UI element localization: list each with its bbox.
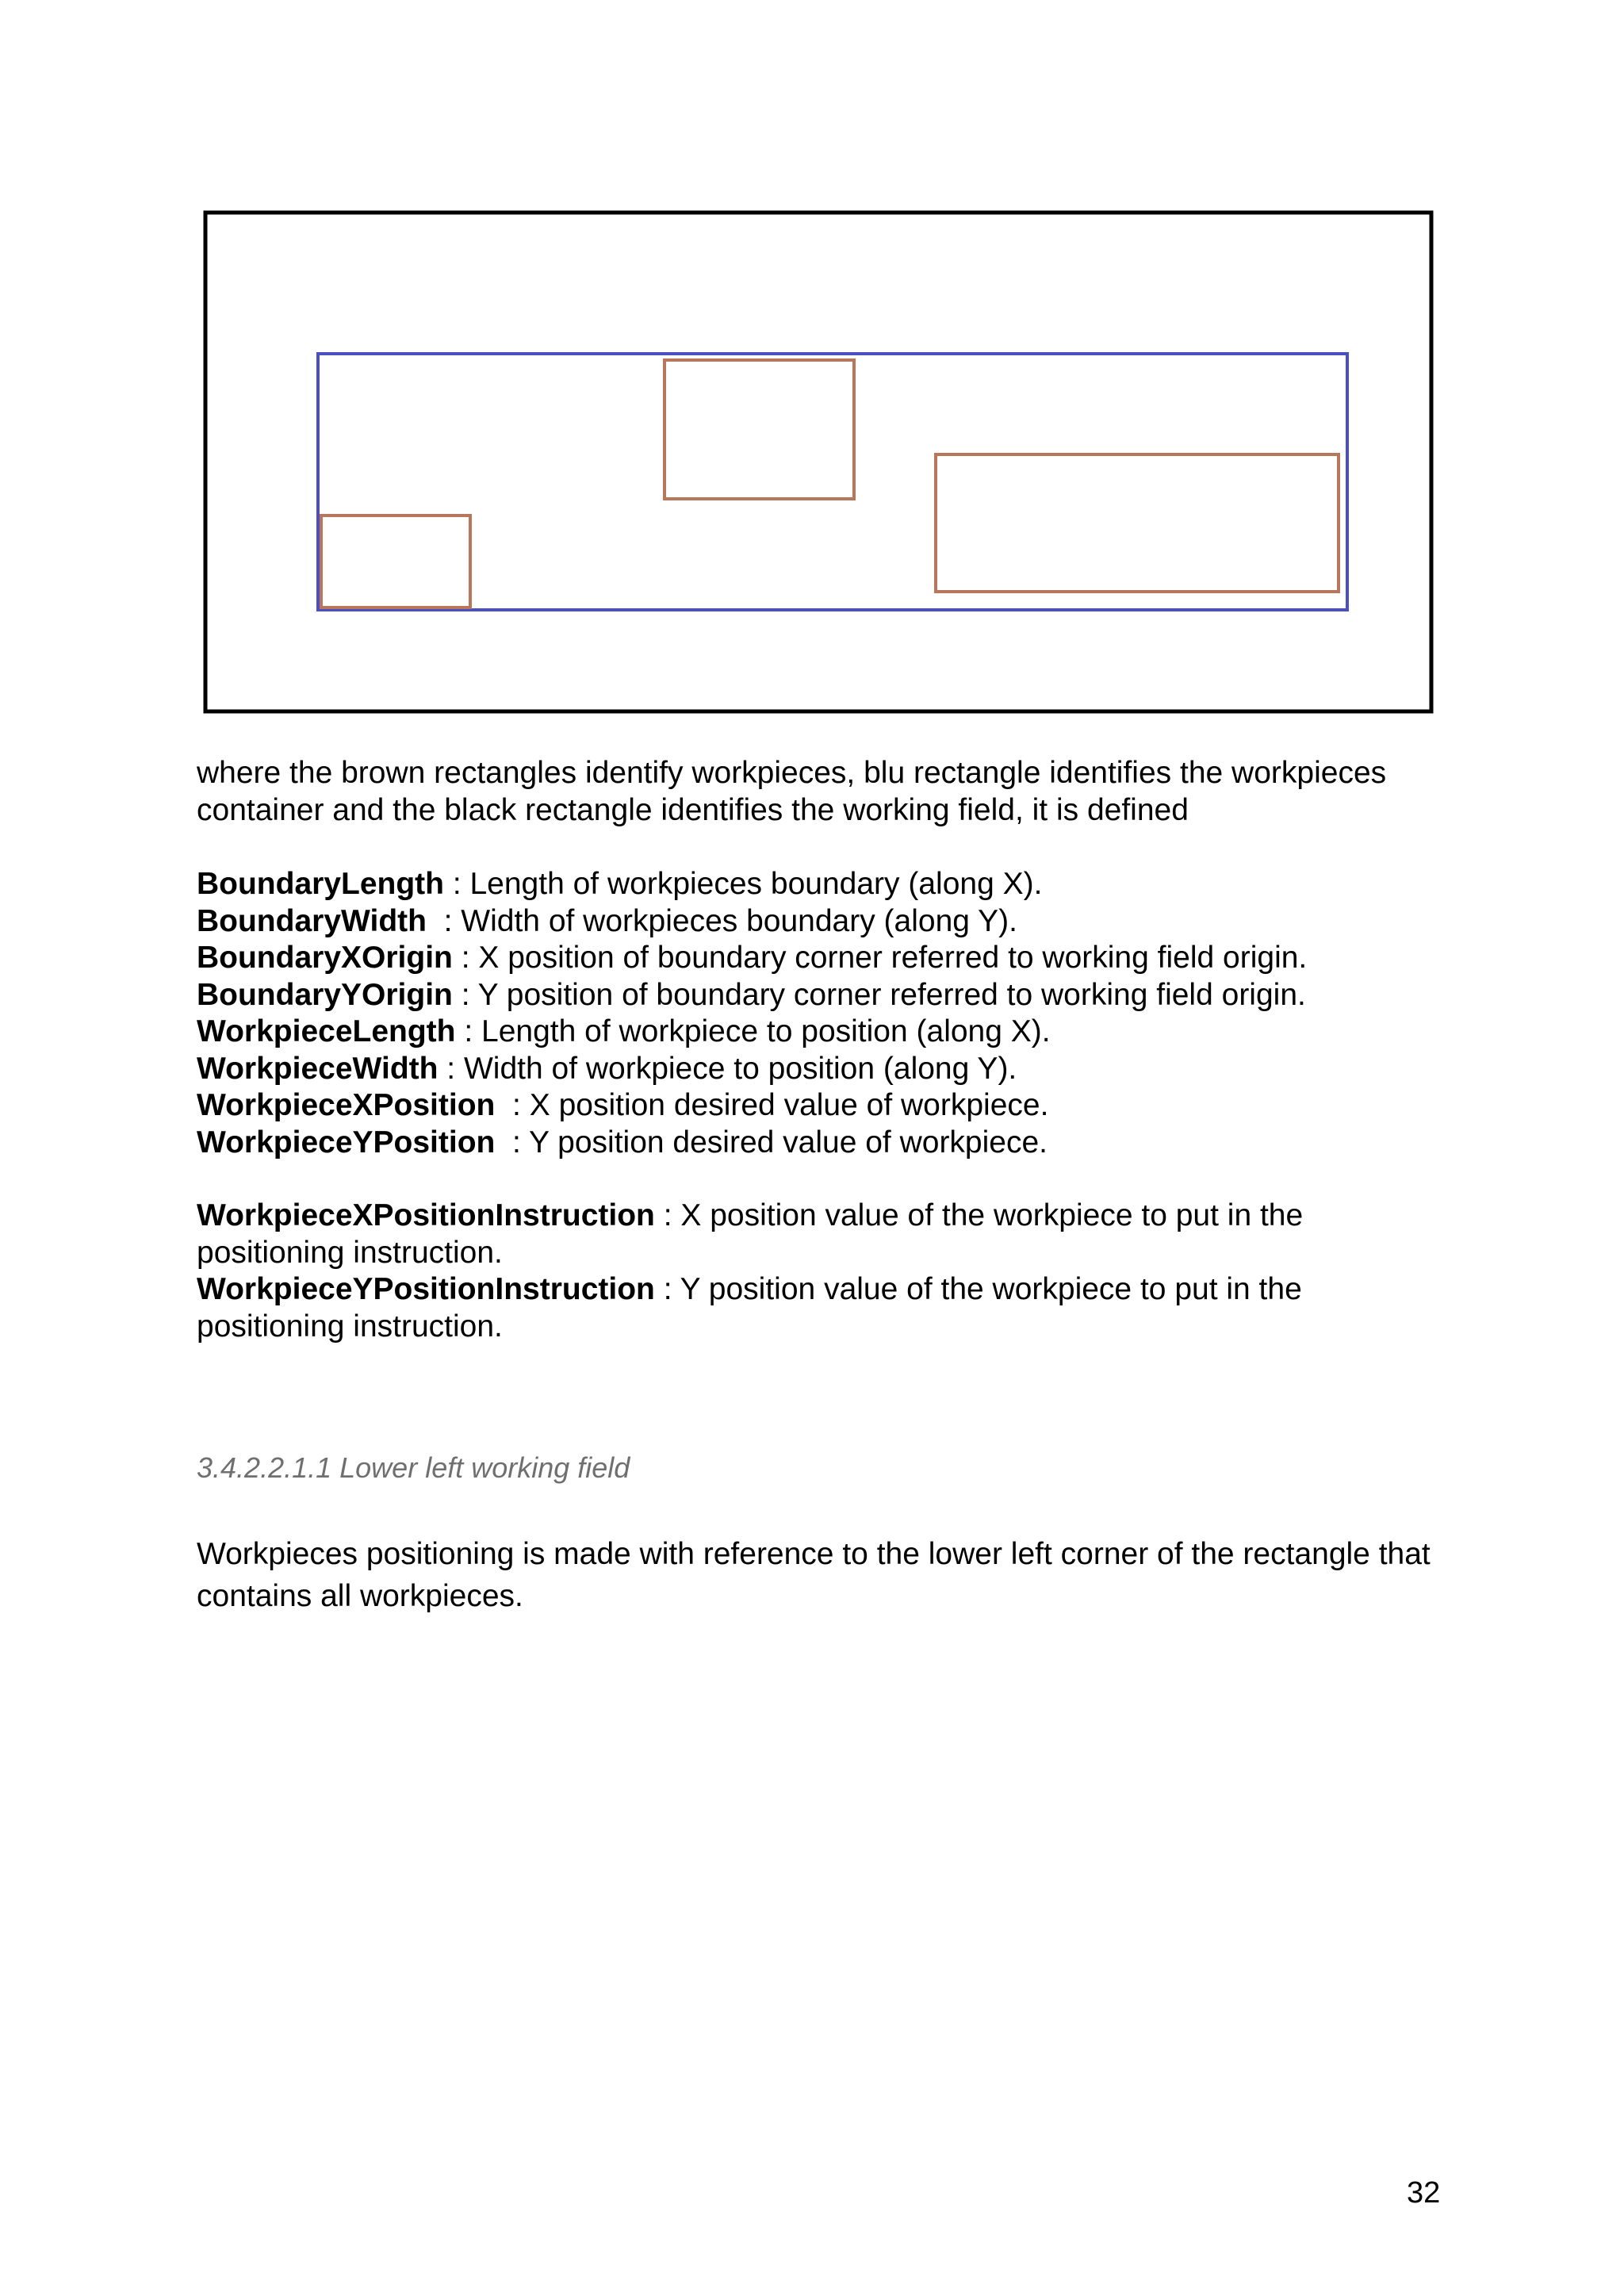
definition-term: WorkpieceXPositionInstruction — [197, 1198, 655, 1232]
definition-item — [197, 1125, 1450, 1162]
definition-item — [197, 977, 1450, 1014]
definition-description: : Width of workpieces boundary (along Y). — [426, 903, 1017, 938]
definition-term: BoundaryYOrigin — [197, 977, 453, 1012]
workpiece-rectangle — [665, 360, 854, 499]
definition-description: : Width of workpiece to position (along Y). — [438, 1051, 1017, 1086]
subsection-heading: 3.4.2.2.1.1 Lower left working field — [197, 1451, 630, 1484]
definition-description: : Y position of boundary corner referred to working field origin. — [452, 977, 1306, 1012]
definition-item — [197, 1014, 1450, 1051]
definition-description: : X position of boundary corner referred to working field origin. — [452, 941, 1308, 975]
definition-term: WorkpieceWidth — [197, 1051, 439, 1086]
workpiece-rectangle — [321, 516, 470, 608]
definition-description: : Y position desired value of workpiece. — [495, 1125, 1048, 1159]
definition-term: BoundaryLength — [197, 867, 444, 901]
definition-item — [197, 1198, 1450, 1271]
definition-item — [197, 1271, 1450, 1345]
page-number: 32 — [1407, 2176, 1441, 2210]
intro-paragraph: where the brown rectangles identify workpieces, blu rectangle identifies the workpieces container and the black rectangle identifies the working field, it is defined — [197, 756, 1387, 827]
body-paragraph: Workpieces positioning is made with reference to the lower left corner of the rectangle that contains all workpieces. — [197, 1537, 1431, 1613]
instruction-definition-list — [197, 1198, 1450, 1345]
definition-term: BoundaryXOrigin — [197, 941, 453, 975]
definition-item — [197, 1051, 1450, 1088]
definition-item — [197, 903, 1450, 941]
working-field-diagram — [0, 0, 1624, 730]
definition-description: : X position value of the workpiece to put in the positioning instruction. — [197, 1198, 1304, 1270]
definition-term: WorkpieceYPositionInstruction — [197, 1272, 655, 1306]
definition-term: WorkpieceXPosition — [197, 1088, 496, 1122]
definition-description: : Length of workpieces boundary (along X). — [443, 867, 1043, 901]
definition-description: : Y position value of the workpiece to put in the positioning instruction. — [197, 1272, 1302, 1343]
definition-term: WorkpieceLength — [197, 1014, 456, 1048]
definition-term: BoundaryWidth — [197, 903, 427, 938]
definition-item — [197, 866, 1450, 903]
definition-description: : X position desired value of workpiece. — [495, 1088, 1049, 1122]
definition-item — [197, 1087, 1450, 1125]
working-field-rectangle — [205, 213, 1431, 711]
definition-item — [197, 940, 1450, 977]
definition-description: : Length of workpiece to position (along X). — [455, 1014, 1051, 1048]
definition-term: WorkpieceYPosition — [197, 1125, 496, 1159]
workpiece-rectangle — [936, 454, 1339, 592]
workpieces-container-rectangle — [318, 354, 1347, 610]
definition-list — [197, 866, 1450, 1161]
